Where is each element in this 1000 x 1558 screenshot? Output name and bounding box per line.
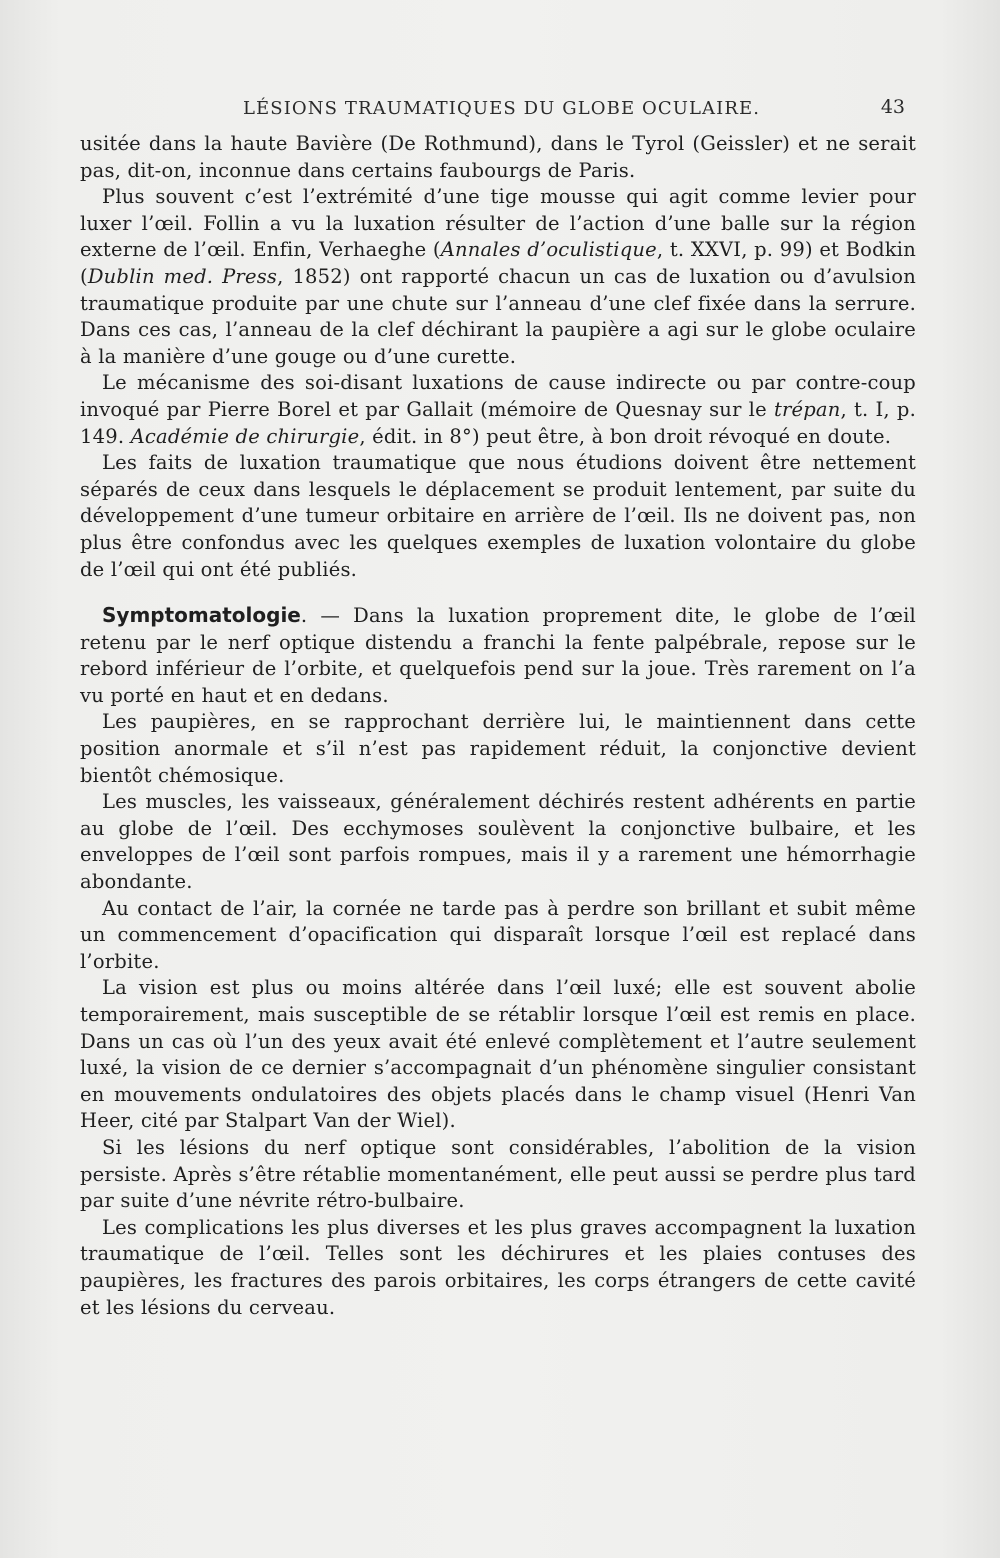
paragraph-vision: La vision est plus ou moins altérée dans l’œil luxé; elle est souvent abolie temporairement, mais susceptible de se rétablir lorsque l’œil est remis en place. Dans un cas où l’un des yeux avait été enlevé complètement et l’autre seulement luxé, la vision de ce dernier s’accompagnait d’un phénomène singulier consistant en mouvements ondulatoires des objets placés dans le champ visuel (Henri Van Heer, cité par Stalpart Van der Wiel). xyxy=(80,976,916,1133)
section-heading: Symptomatologie xyxy=(102,603,301,628)
citation-dublin: Dublin med. Press xyxy=(87,264,278,288)
citation-academie: Académie de chirurgie xyxy=(130,424,360,448)
paragraph-mechanism-lever: Plus souvent c’est l’extrémité d’une tige mousse qui agit comme levier pour luxer l’œil. Follin a vu la luxation résulter de l’action d’une balle sur la région externe de l’œil. Enfin, Verhaeghe (Annales d’oculistique, t. XXVI, p. 99) et Bodkin (Dublin med. Press, 1852) ont rapporté chacun un cas de luxation ou d’avulsion traumatique produite par une chute sur l’anneau d’une clef fixée dans la serrure. Dans ces cas, l’anneau de la clef déchirant la paupière a agi sur le globe oculaire à la manière d’une gouge ou d’une curette. xyxy=(80,185,916,368)
citation-annales: Annales d’oculistique xyxy=(440,238,657,262)
paragraph-symptomatologie: Symptomatologie. — Dans la luxation proprement dite, le globe de l’œil retenu par le nerf optique distendu a franchi la fente palpébrale, repose sur le rebord inférieur de l’orbite, et quelquefois pend sur la joue. Très rarement on l’a vu porté en haut et en dedans. xyxy=(80,603,916,707)
running-head: LÉSIONS TRAUMATIQUES DU GLOBE OCULAIRE. xyxy=(243,98,761,119)
paragraph-muscles: Les muscles, les vaisseaux, généralement déchirés restent adhérents en partie au globe de l’œil. Des ecchymoses soulèvent la conjonctive bulbaire, et les enveloppes de l’œil sont parfois rompues, mais il y a rarement une hémorrhagie abondante. xyxy=(80,790,916,894)
page-number: 43 xyxy=(880,96,905,118)
paragraph-complications: Les complications les plus diverses et les plus graves accompagnent la luxation traumatique de l’œil. Telles sont les déchirures et les plaies contuses des paupières, les fractures des parois orbitaires, les corps étrangers de cette cavité et les lésions du cerveau. xyxy=(80,1215,916,1319)
paragraph-cornea: Au contact de l’air, la cornée ne tarde pas à perdre son brillant et subit même un commencement d’opacification qui disparaît lorsque l’œil est replacé dans l’orbite. xyxy=(80,896,916,973)
paragraph-indirect-cause: Le mécanisme des soi-disant luxations de cause indirecte ou par contre-coup invoqué par Pierre Borel et par Gallait (mémoire de Quesnay sur le trépan, t. I, p. 149. Académie de chirurgie, édit. in 8°) peut être, à bon droit révoqué en doute. xyxy=(80,371,916,448)
paragraph-eyelids: Les paupières, en se rapprochant derrière lui, le maintiennent dans cette position anormale et s’il n’est pas rapidement réduit, la conjonctive devient bientôt chémosique. xyxy=(80,710,916,787)
citation-trepan: trépan xyxy=(773,397,841,421)
page-body xyxy=(80,131,916,1321)
paragraph-optic-nerve: Si les lésions du nerf optique sont considérables, l’abolition de la vision persiste. Après s’être rétablie momentanément, elle peut aussi se perdre plus tard par suite d’une névrite rétro-bulbaire. xyxy=(80,1135,916,1213)
page-header xyxy=(80,92,905,126)
paragraph-continuation: usitée dans la haute Bavière (De Rothmund), dans le Tyrol (Geissler) et ne serait pas, dit-on, inconnue dans certains faubourgs de Paris. xyxy=(80,132,916,182)
paragraph-distinction: Les faits de luxation traumatique que nous étudions doivent être nettement séparés de ceux dans lesquels le déplacement se produit lentement, par suite du développement d’une tumeur orbitaire en arrière de l’œil. Ils ne doivent pas, non plus être confondus avec les quelques exemples de luxation volontaire du globe de l’œil qui ont été publiés. xyxy=(80,451,916,581)
